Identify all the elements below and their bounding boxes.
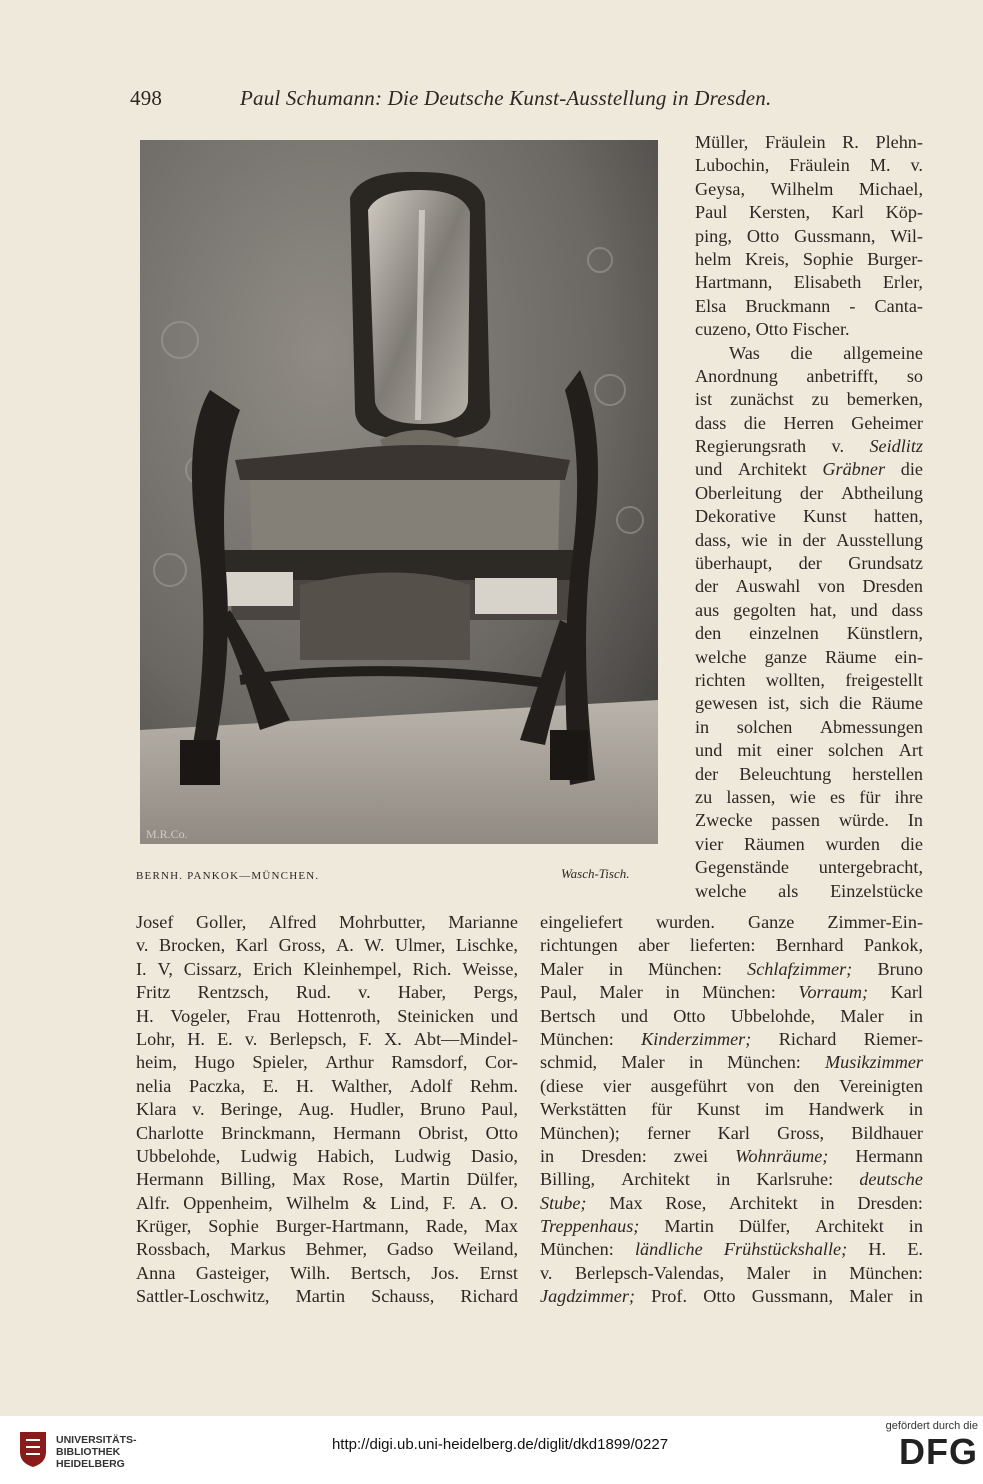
- text-line: Anordnung anbetrifft, so: [695, 365, 923, 386]
- bottom-right-text-column: [540, 911, 923, 1309]
- text-line: Paul Kersten, Karl Köp-: [695, 202, 923, 223]
- text-line: Anna Gasteiger, Wilh. Bertsch, Jos. Ernst: [136, 1262, 518, 1283]
- text-line: Sattler-Loschwitz, Martin Schauss, Richard: [136, 1286, 518, 1307]
- text-line: gewesen ist, sich die Räume: [695, 693, 923, 714]
- text-line: Oberleitung der Abtheilung: [695, 482, 923, 503]
- text-line: Treppenhaus; Martin Dülfer, Architekt in: [540, 1216, 923, 1237]
- text-line: Werkstätten für Kunst im Handwerk in: [540, 1099, 923, 1120]
- text-line: Geysa, Wilhelm Michael,: [695, 178, 923, 199]
- text-line: Rossbach, Markus Behmer, Gadso Weiland,: [136, 1239, 518, 1260]
- text-line: München); ferner Karl Gross, Bildhauer: [540, 1122, 923, 1143]
- text-line: Regierungsrath v. Seidlitz: [695, 436, 923, 457]
- text-line: und mit einer solchen Art: [695, 740, 923, 761]
- text-line: Alfr. Oppenheim, Wilhelm & Lind, F. A. O.: [136, 1192, 518, 1213]
- text-line: (diese vier ausgeführt von den Vereinigten: [540, 1075, 923, 1096]
- text-line: Krüger, Sophie Burger-Hartmann, Rade, Max: [136, 1216, 518, 1237]
- text-line: v. Brocken, Karl Gross, A. W. Ulmer, Lischke,: [136, 935, 518, 956]
- text-line: eingeliefert wurden. Ganze Zimmer-Ein-: [540, 912, 923, 932]
- text-line: dass die Herren Geheimer: [695, 412, 923, 433]
- text-line: Stube; Max Rose, Architekt in Dresden:: [540, 1192, 923, 1213]
- text-line: der Auswahl von Dresden: [695, 576, 923, 597]
- page-number: 498: [130, 86, 163, 110]
- page-header: [130, 86, 830, 116]
- text-line: Lohr, H. E. v. Berlepsch, F. X. Abt—Mindel-: [136, 1028, 518, 1049]
- text-line: Was die allgemeine: [729, 342, 923, 363]
- text-line: nelia Paczka, E. H. Walther, Adolf Rehm.: [136, 1075, 518, 1096]
- text-line: Paul, Maler in München: Vorraum; Karl: [540, 982, 923, 1003]
- text-line: Müller, Fräulein R. Plehn-: [695, 132, 923, 152]
- text-line: Josef Goller, Alfred Mohrbutter, Marianne: [136, 912, 518, 932]
- library-logo[interactable]: [8, 1426, 208, 1476]
- text-line: vier Räumen wurden die: [695, 833, 923, 854]
- text-line: Jagdzimmer; Prof. Otto Gussmann, Maler in: [540, 1286, 923, 1307]
- text-line: Charlotte Brinckmann, Hermann Obrist, Otto: [136, 1122, 518, 1143]
- text-line: dass, wie in der Ausstellung: [695, 529, 923, 550]
- right-text-column: [695, 131, 923, 903]
- running-title: Paul Schumann: Die Deutsche Kunst-Ausstellung in Dresden.: [240, 86, 772, 110]
- washstand-photograph: [140, 140, 658, 844]
- dfg-wordmark: DFG: [899, 1431, 978, 1472]
- text-line: Bertsch und Otto Ubbelohde, Maler in: [540, 1005, 923, 1026]
- text-line: Elsa Bruckmann - Canta-: [695, 295, 923, 316]
- text-line: welche ganze Räume ein-: [695, 646, 923, 667]
- library-name-line-1: UNIVERSITÄTS-: [56, 1434, 137, 1446]
- text-line: Hartmann, Elisabeth Erler,: [695, 272, 923, 293]
- washstand-illustration: [140, 140, 658, 844]
- text-line: Dekorative Kunst hatten,: [695, 506, 923, 527]
- text-line: zu lassen, wie es für ihre: [695, 786, 923, 807]
- library-name-line-3: HEIDELBERG: [56, 1458, 125, 1470]
- text-line: den einzelnen Künstlern,: [695, 623, 923, 644]
- text-line: Hermann Billing, Max Rose, Martin Dülfer,: [136, 1169, 518, 1190]
- text-line: v. Berlepsch-Valendas, Maler in München:: [540, 1262, 923, 1283]
- text-line: richten wollten, freigestellt: [695, 669, 923, 690]
- text-line: Zwecke passen würde. In: [695, 810, 923, 831]
- text-line: Ubbelohde, Ludwig Habich, Ludwig Dasio,: [136, 1145, 518, 1166]
- text-line: Maler in München: Schlafzimmer; Bruno: [540, 958, 923, 979]
- text-line: heim, Hugo Spieler, Arthur Ramsdorf, Cor-: [136, 1052, 518, 1073]
- text-line: aus gegolten hat, und dass: [695, 599, 923, 620]
- text-line: schmid, Maler in München: Musikzimmer: [540, 1052, 923, 1073]
- text-line: Fritz Rentzsch, Rud. v. Haber, Pergs,: [136, 982, 518, 1003]
- text-line: Billing, Architekt in Karlsruhe: deutsche: [540, 1169, 923, 1190]
- library-shield-icon: [18, 1430, 48, 1468]
- text-line: in Dresden: zwei Wohnräume; Hermann: [540, 1145, 923, 1166]
- text-line: richtungen aber lieferten: Bernhard Pankok,: [540, 935, 923, 956]
- text-line: München: ländliche Frühstückshalle; H. E.: [540, 1239, 923, 1260]
- text-line: München: Kinderzimmer; Richard Riemer-: [540, 1028, 923, 1049]
- text-line: helm Kreis, Sophie Burger-: [695, 248, 923, 269]
- text-line: Klara v. Beringe, Aug. Hudler, Bruno Paul,: [136, 1099, 518, 1120]
- text-line: ping, Otto Gussmann, Wil-: [695, 225, 923, 246]
- text-line: welche als Einzelstücke: [695, 880, 923, 901]
- text-line: Gegenstände untergebracht,: [695, 857, 923, 878]
- caption-designer: BERNH. PANKOK—MÜNCHEN.: [136, 870, 320, 882]
- bottom-left-text-column: [136, 911, 518, 1309]
- text-line: H. Vogeler, Frau Hottenroth, Steinicken und: [136, 1005, 518, 1026]
- text-line: Lubochin, Fräulein M. v.: [695, 155, 923, 176]
- footer-bar: [0, 1416, 983, 1484]
- text-line: der Beleuchtung herstellen: [695, 763, 923, 784]
- text-line: und Architekt Gräbner die: [695, 459, 923, 480]
- text-line: I. V, Cissarz, Erich Kleinhempel, Rich. Weisse,: [136, 958, 518, 979]
- library-name-line-2: BIBLIOTHEK: [56, 1446, 121, 1458]
- source-url-link[interactable]: http://digi.ub.uni-heidelberg.de/diglit/dkd1899/0227: [331, 1436, 669, 1453]
- text-line: überhaupt, der Grundsatz: [695, 553, 923, 574]
- funding-text: gefördert durch die: [885, 1420, 978, 1432]
- photo-monogram: M.R.Co.: [146, 827, 188, 841]
- dfg-logo[interactable]: [860, 1420, 978, 1480]
- text-line: cuzeno, Otto Fischer.: [695, 319, 850, 340]
- text-line: in solchen Abmessungen: [695, 716, 923, 737]
- text-line: ist zunächst zu bemerken,: [695, 389, 923, 410]
- caption-title: Wasch-Tisch.: [561, 866, 630, 881]
